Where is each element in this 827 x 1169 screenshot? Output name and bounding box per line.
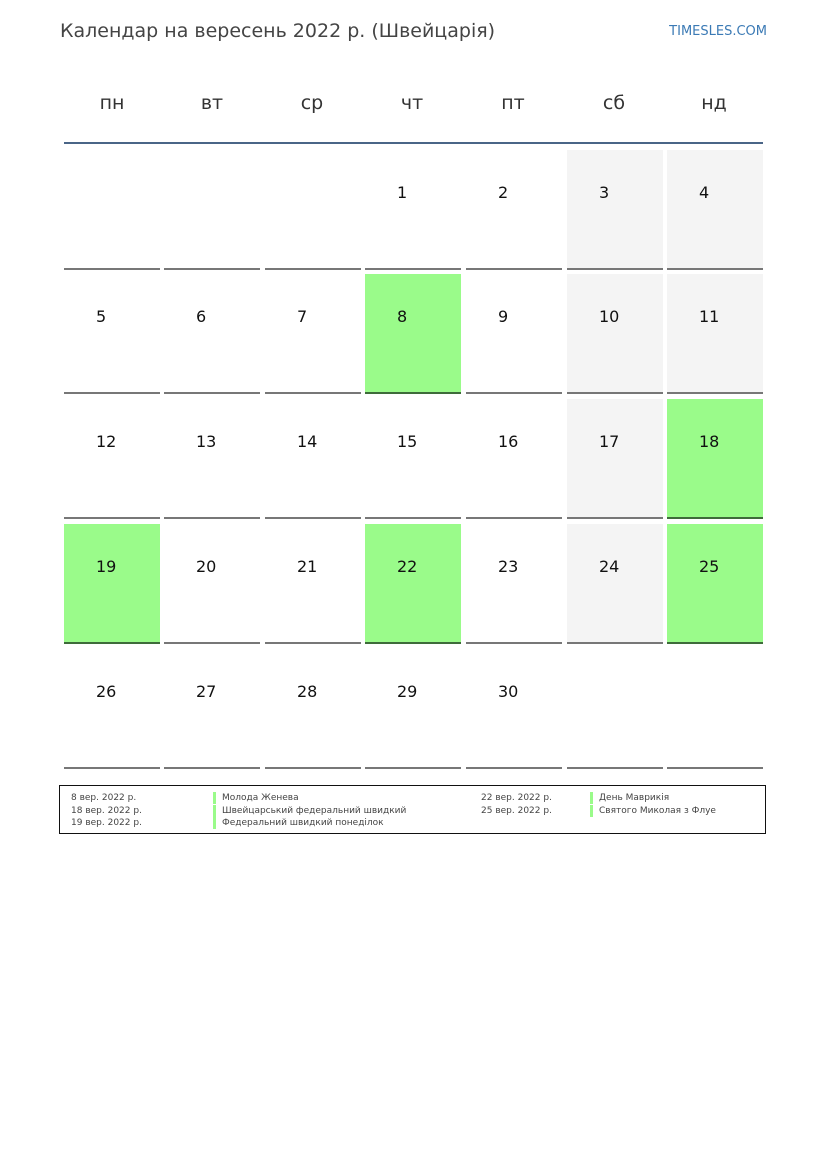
day-number: 25: [699, 557, 720, 576]
legend-holiday-name: Святого Миколая з Флуе: [590, 805, 716, 817]
day-number: 3: [599, 183, 610, 202]
day-number: 30: [498, 682, 519, 701]
day-number: 21: [297, 557, 318, 576]
day-cell: [365, 274, 461, 394]
day-cell: [466, 399, 562, 519]
day-cell: [64, 649, 160, 769]
day-cell: [365, 524, 461, 644]
day-cell: [466, 524, 562, 644]
day-number: 7: [297, 307, 308, 326]
day-number: 20: [196, 557, 217, 576]
header-divider: [64, 142, 763, 144]
day-number: 19: [96, 557, 117, 576]
day-number: 16: [498, 432, 519, 451]
day-number: 9: [498, 307, 509, 326]
legend-holiday-name: Молода Женева: [213, 792, 299, 804]
day-cell: [265, 399, 361, 519]
day-number: 1: [397, 183, 408, 202]
day-cell: [365, 649, 461, 769]
empty-day-cell: [164, 150, 260, 270]
day-cell: [667, 399, 763, 519]
day-number: 22: [397, 557, 418, 576]
empty-day-cell: [265, 150, 361, 270]
day-cell: [164, 649, 260, 769]
day-cell: [64, 524, 160, 644]
weekday-mon: пн: [99, 92, 125, 114]
day-number: 27: [196, 682, 217, 701]
legend-holiday-name: День Маврикія: [590, 792, 669, 804]
empty-day-cell: [64, 150, 160, 270]
day-cell: [466, 274, 562, 394]
day-cell: [265, 274, 361, 394]
day-number: 24: [599, 557, 620, 576]
day-cell: [64, 399, 160, 519]
day-number: 6: [196, 307, 207, 326]
day-cell: [667, 524, 763, 644]
holiday-legend: [59, 785, 766, 834]
day-cell: [265, 524, 361, 644]
day-cell: [567, 150, 663, 270]
day-number: 23: [498, 557, 519, 576]
day-number: 14: [297, 432, 318, 451]
legend-date: 19 вер. 2022 р.: [71, 818, 142, 828]
day-cell: [567, 524, 663, 644]
empty-day-cell: [567, 649, 663, 769]
day-cell: [265, 649, 361, 769]
legend-date: 18 вер. 2022 р.: [71, 806, 142, 816]
weekday-thu: чт: [400, 92, 424, 114]
legend-holiday-name: Федеральний швидкий понеділок: [213, 817, 384, 829]
weekday-header: [62, 92, 765, 118]
day-number: 18: [699, 432, 720, 451]
page-title: Календар на вересень 2022 р. (Швейцарія): [60, 20, 496, 42]
day-cell: [365, 150, 461, 270]
day-cell: [667, 274, 763, 394]
day-number: 26: [96, 682, 117, 701]
day-number: 10: [599, 307, 620, 326]
day-number: 11: [699, 307, 720, 326]
day-cell: [466, 649, 562, 769]
weekday-fri: пт: [501, 92, 525, 114]
day-number: 4: [699, 183, 710, 202]
legend-date: 8 вер. 2022 р.: [71, 793, 137, 803]
day-number: 12: [96, 432, 117, 451]
day-number: 28: [297, 682, 318, 701]
day-cell: [164, 524, 260, 644]
day-number: 13: [196, 432, 217, 451]
legend-holiday-name: Швейцарський федеральний швидкий: [213, 805, 406, 817]
day-cell: [164, 274, 260, 394]
day-number: 29: [397, 682, 418, 701]
legend-date: 25 вер. 2022 р.: [481, 806, 552, 816]
weekday-tue: вт: [200, 92, 224, 114]
day-cell: [567, 399, 663, 519]
day-number: 8: [397, 307, 408, 326]
legend-date: 22 вер. 2022 р.: [481, 793, 552, 803]
day-cell: [667, 150, 763, 270]
weekday-sat: сб: [602, 92, 626, 114]
day-cell: [164, 399, 260, 519]
day-cell: [466, 150, 562, 270]
day-number: 2: [498, 183, 509, 202]
day-number: 17: [599, 432, 620, 451]
empty-day-cell: [667, 649, 763, 769]
site-link[interactable]: TIMESLES.COM: [669, 24, 767, 39]
day-number: 5: [96, 307, 107, 326]
weekday-wed: ср: [300, 92, 324, 114]
day-cell: [365, 399, 461, 519]
day-cell: [567, 274, 663, 394]
day-cell: [64, 274, 160, 394]
day-number: 15: [397, 432, 418, 451]
weekday-sun: нд: [701, 92, 727, 114]
